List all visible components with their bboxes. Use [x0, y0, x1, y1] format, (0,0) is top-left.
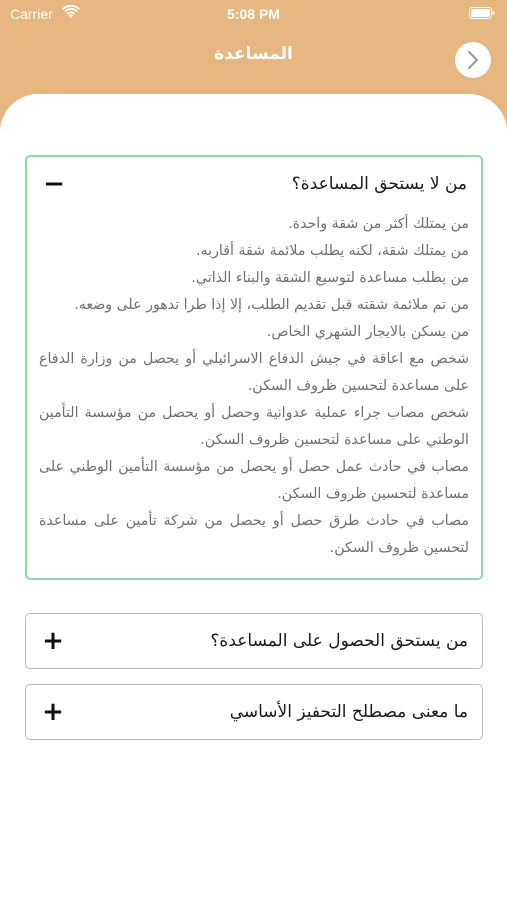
carrier-label: Carrier	[10, 6, 53, 22]
collapse-icon[interactable]: −	[43, 169, 65, 199]
faq-item-eligible	[25, 613, 483, 669]
status-bar	[0, 0, 507, 30]
faq-header[interactable]	[26, 614, 482, 668]
faq-title: من لا يستحق المساعدة؟	[291, 174, 467, 194]
back-button[interactable]	[455, 42, 491, 78]
expand-icon[interactable]: +	[42, 697, 64, 727]
faq-title: من يستحق الحصول على المساعدة؟	[210, 631, 468, 651]
answer-line: من يسكن بالايجار الشهري الخاص.	[266, 324, 469, 340]
answer-line: شخص مصاب جراء عملية عدوانية وحصل أو يحصل من مؤسسة التأمين الوطني على مساعدة لتحسين ظروف السكن.	[39, 405, 469, 448]
answer-line: من يمتلك شقة، لكنه يطلب ملائمة شقة أقاربه.	[195, 243, 469, 259]
answer-line: من يمتلك أكثر من شقة واحدة.	[288, 216, 469, 232]
answer-line: شخص مع اعاقة في جيش الدفاع الاسرائيلي أو يحصل من وزارة الدفاع على مساعدة لتحسين ظروف السكن.	[39, 351, 469, 394]
answer-line: من يطلب مساعدة لتوسيع الشقة والبناء الذاتي.	[191, 270, 469, 286]
battery-icon	[469, 7, 495, 19]
faq-answer	[27, 211, 481, 578]
page-title: المساعدة	[214, 44, 293, 64]
faq-title: ما معنى مصطلح التحفيز الأساسي	[229, 702, 468, 722]
faq-header[interactable]	[27, 157, 481, 211]
answer-line: من تم ملائمة شقته قبل تقديم الطلب، إلا إذا طرا تدهور على وضعه.	[74, 297, 469, 313]
faq-item-basic-incentive	[25, 684, 483, 740]
answer-line: مصاب في حادث طرق حصل أو يحصل من شركة تأمين على مساعدة لتحسين ظروف السكن.	[39, 513, 469, 556]
faq-item-not-eligible	[25, 155, 483, 580]
status-time: 5:08 PM	[227, 6, 280, 22]
answer-line: مصاب في حادث عمل حصل أو يحصل من مؤسسة التأمين الوطني على مساعدة لتحسين ظروف السكن.	[39, 459, 469, 502]
chevron-right-icon	[466, 50, 480, 70]
faq-header[interactable]	[26, 685, 482, 739]
expand-icon[interactable]: +	[42, 626, 64, 656]
